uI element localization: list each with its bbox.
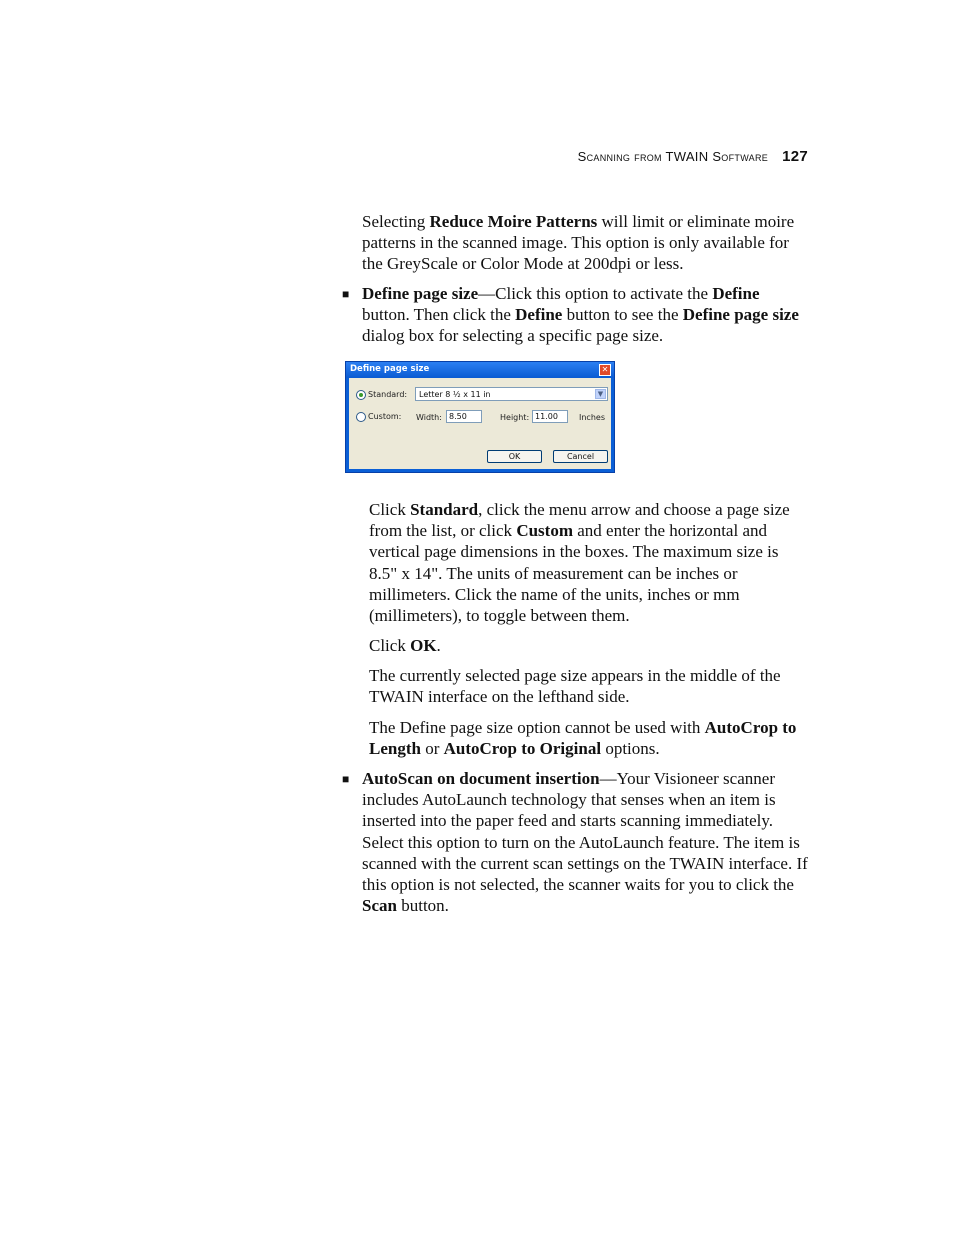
units-toggle[interactable]: Inches [579,413,605,422]
standard-size-select[interactable] [415,387,608,401]
height-field[interactable]: 11.00 [532,410,568,423]
running-header [0,148,808,165]
bullet-marker: ■ [342,287,350,301]
standard-label: Standard: [368,390,408,399]
paragraph-selected-size: The currently selected page size appears in the middle of the TWAIN interface on the lefthand side. [369,666,781,707]
paragraph-define-page-size: Define page size—Click this option to activate the Define button. Then click the Define button to see the Define page size dialog box for selecting a specific page size. [362,284,799,346]
paragraph-standard-custom: Click Standard, click the menu arrow and choose a page size from the list, or click Custom and enter the horizontal and vertical page dimensions in the boxes. The maximum size is 8.5" x 14". The units of measurement can be inches or millimeters. Click the name of the units, inches or mm (millimeters), to toggle between them. [369,500,790,626]
bullet-marker: ■ [342,772,350,786]
paragraph-click-ok: Click OK. [369,636,441,655]
dialog-title: Define page size [350,364,430,374]
height-label: Height: [500,413,530,422]
custom-radio[interactable] [356,412,366,422]
custom-label: Custom: [368,412,402,421]
paragraph-reduce-moire: Selecting Reduce Moire Patterns will limit or eliminate moire patterns in the scanned image. This option is only available for the GreyScale or Color Mode at 200dpi or less. [362,212,795,274]
width-label: Width: [416,413,442,422]
standard-size-value: Letter 8 ½ x 11 in [419,390,491,399]
dialog-title-bar [346,362,614,378]
paragraph-autoscan: AutoScan on document insertion—Your Visioneer scanner includes AutoLaunch technology that senses when an item is inserted into the paper feed and starts scanning immediately. Select this option to turn on the AutoLaunch feature. The item is scanned with the current scan settings on the TWAIN interface. If this option is not selected, the scanner waits for you to click the Scan button. [362,769,808,916]
running-title: Scanning from TWAIN Software [577,149,769,164]
dialog-body [349,378,611,469]
standard-radio[interactable] [356,390,366,400]
chevron-down-icon[interactable]: ▼ [595,389,606,399]
define-page-size-dialog [345,361,615,473]
page-number: 127 [782,148,808,165]
width-field[interactable]: 8.50 [446,410,482,423]
paragraph-autocrop-note: The Define page size option cannot be used with AutoCrop to Length or AutoCrop to Original options. [369,718,797,759]
cancel-button[interactable]: Cancel [553,450,608,463]
ok-button[interactable]: OK [487,450,542,463]
close-icon[interactable]: ✕ [599,364,611,376]
